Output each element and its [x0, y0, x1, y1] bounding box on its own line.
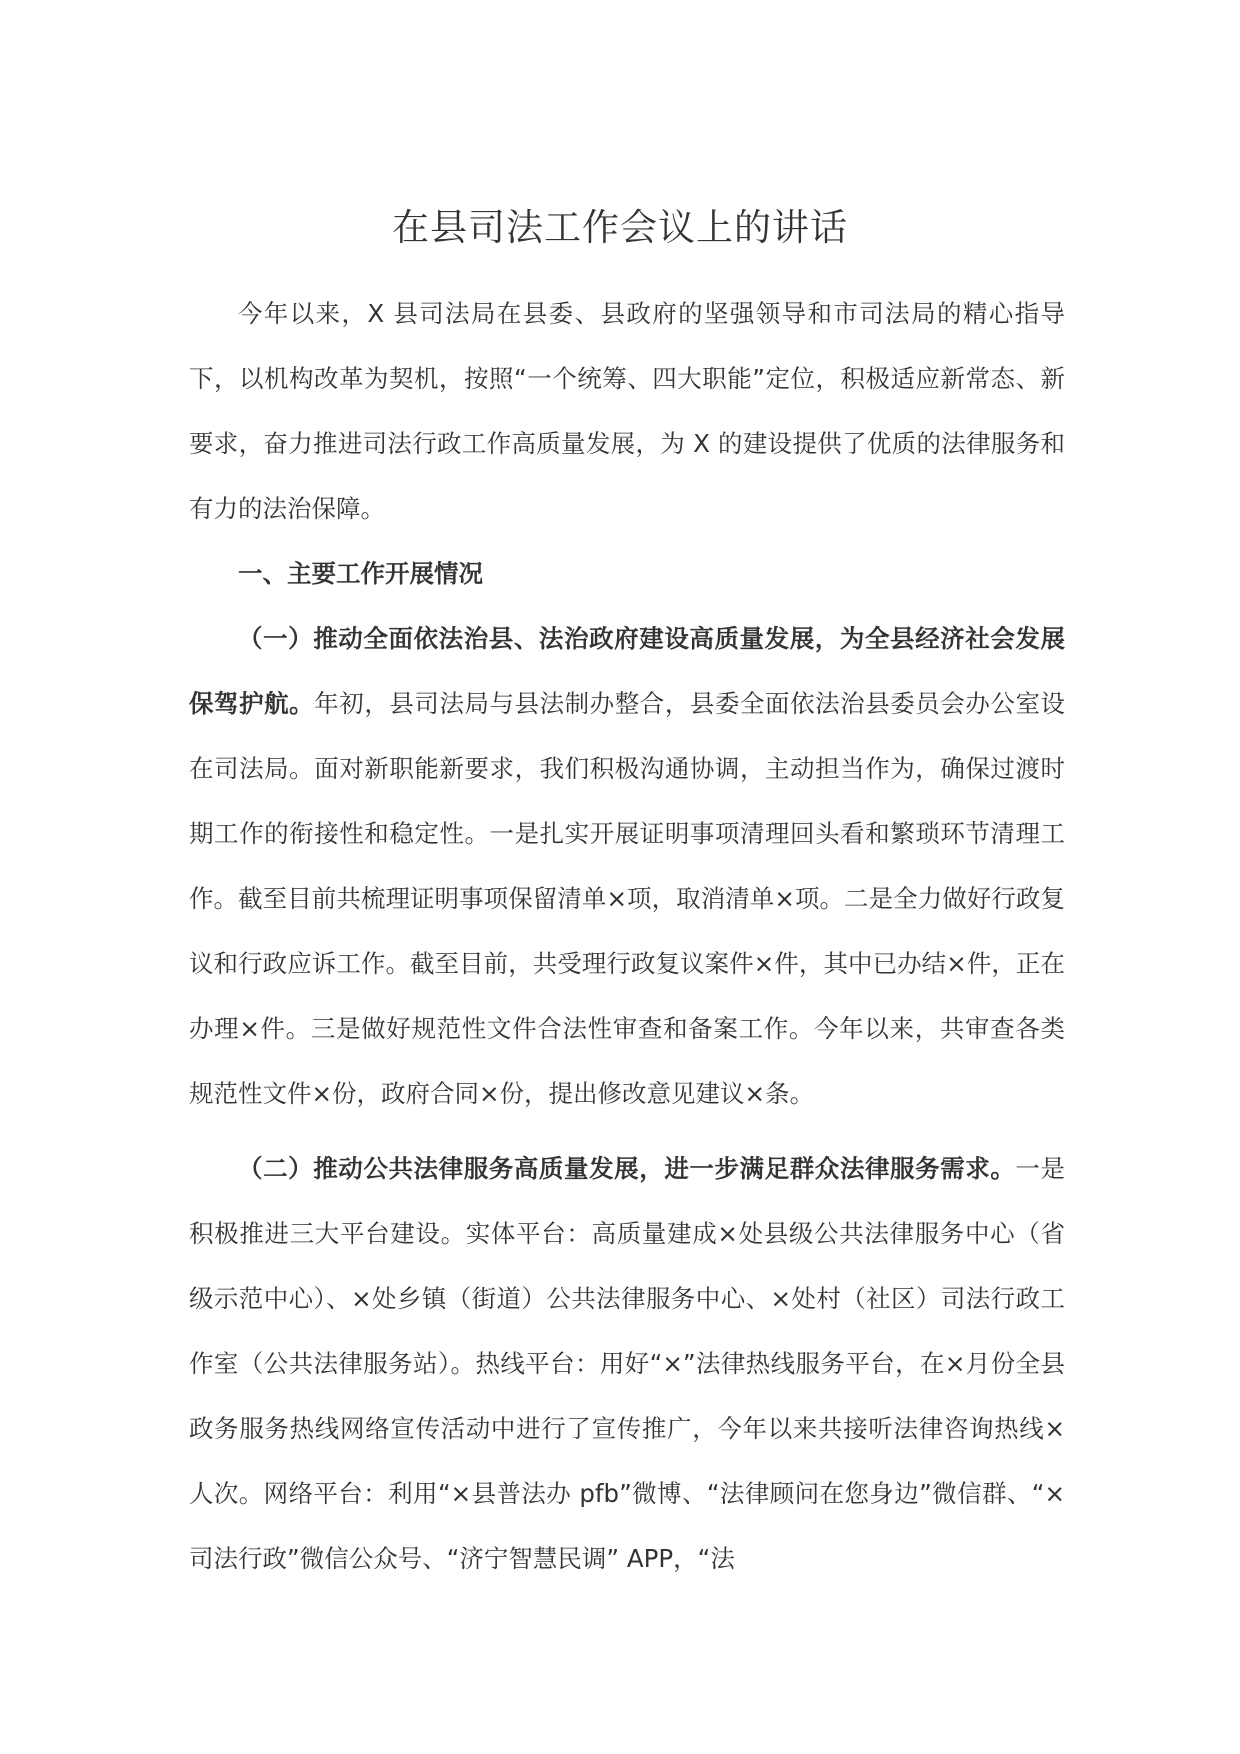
document-title: 在县司法工作会议上的讲话	[392, 206, 848, 249]
section-heading: 一、主要工作开展情况	[238, 559, 483, 588]
intro-paragraph: 今年以来，X 县司法局在县委、县政府的坚强领导和市司法局的精心指导下，以机构改革为契机，按照“一个统筹、四大职能”定位，积极适应新常态、新要求，奋力推进司法行政工作高质量发展，为 X 的建设提供了优质的法律服务和有力的法治保障。	[189, 299, 1065, 523]
subsection-1-paragraph	[189, 606, 1065, 1126]
subsection-2-heading: （二）推动公共法律服务高质量发展，进一步满足群众法律服务需求。	[238, 1154, 1016, 1183]
subsection-2-text: 一是积极推进三大平台建设。实体平台：高质量建成×处县级公共法律服务中心（省级示范中心）、×处乡镇（街道）公共法律服务中心、×处村（社区）司法行政工作室（公共法律服务站）。热线平台：用好“×”法律热线服务平台，在×月份全县政务服务热线网络宣传活动中进行了宣传推广，今年以来共接听法律咨询热线×人次。网络平台：利用“×县普法办 pfb”微博、“法律顾问在您身边”微信群、“×司法行政”微信公众号、“济宁智慧民调” APP，“法	[189, 1154, 1065, 1573]
subsection-1-text: 年初，县司法局与县法制办整合，县委全面依法治县委员会办公室设在司法局。面对新职能新要求，我们积极沟通协调，主动担当作为，确保过渡时期工作的衔接性和稳定性。一是扎实开展证明事项清理回头看和繁琐环节清理工作。截至目前共梳理证明事项保留清单×项，取消清单×项。二是全力做好行政复议和行政应诉工作。截至目前，共受理行政复议案件×件，其中已办结×件，正在办理×件。三是做好规范性文件合法性审查和备案工作。今年以来，共审查各类规范性文件×份，政府合同×份，提出修改意见建议×条。	[189, 689, 1066, 1108]
subsection-1-heading: （一）推动全面依法治县、法治政府建设高质量发展，为全县经济社会发展保驾护航。	[189, 624, 1065, 718]
subsection-2-paragraph	[189, 1136, 1065, 1591]
document-body	[189, 281, 1065, 1591]
